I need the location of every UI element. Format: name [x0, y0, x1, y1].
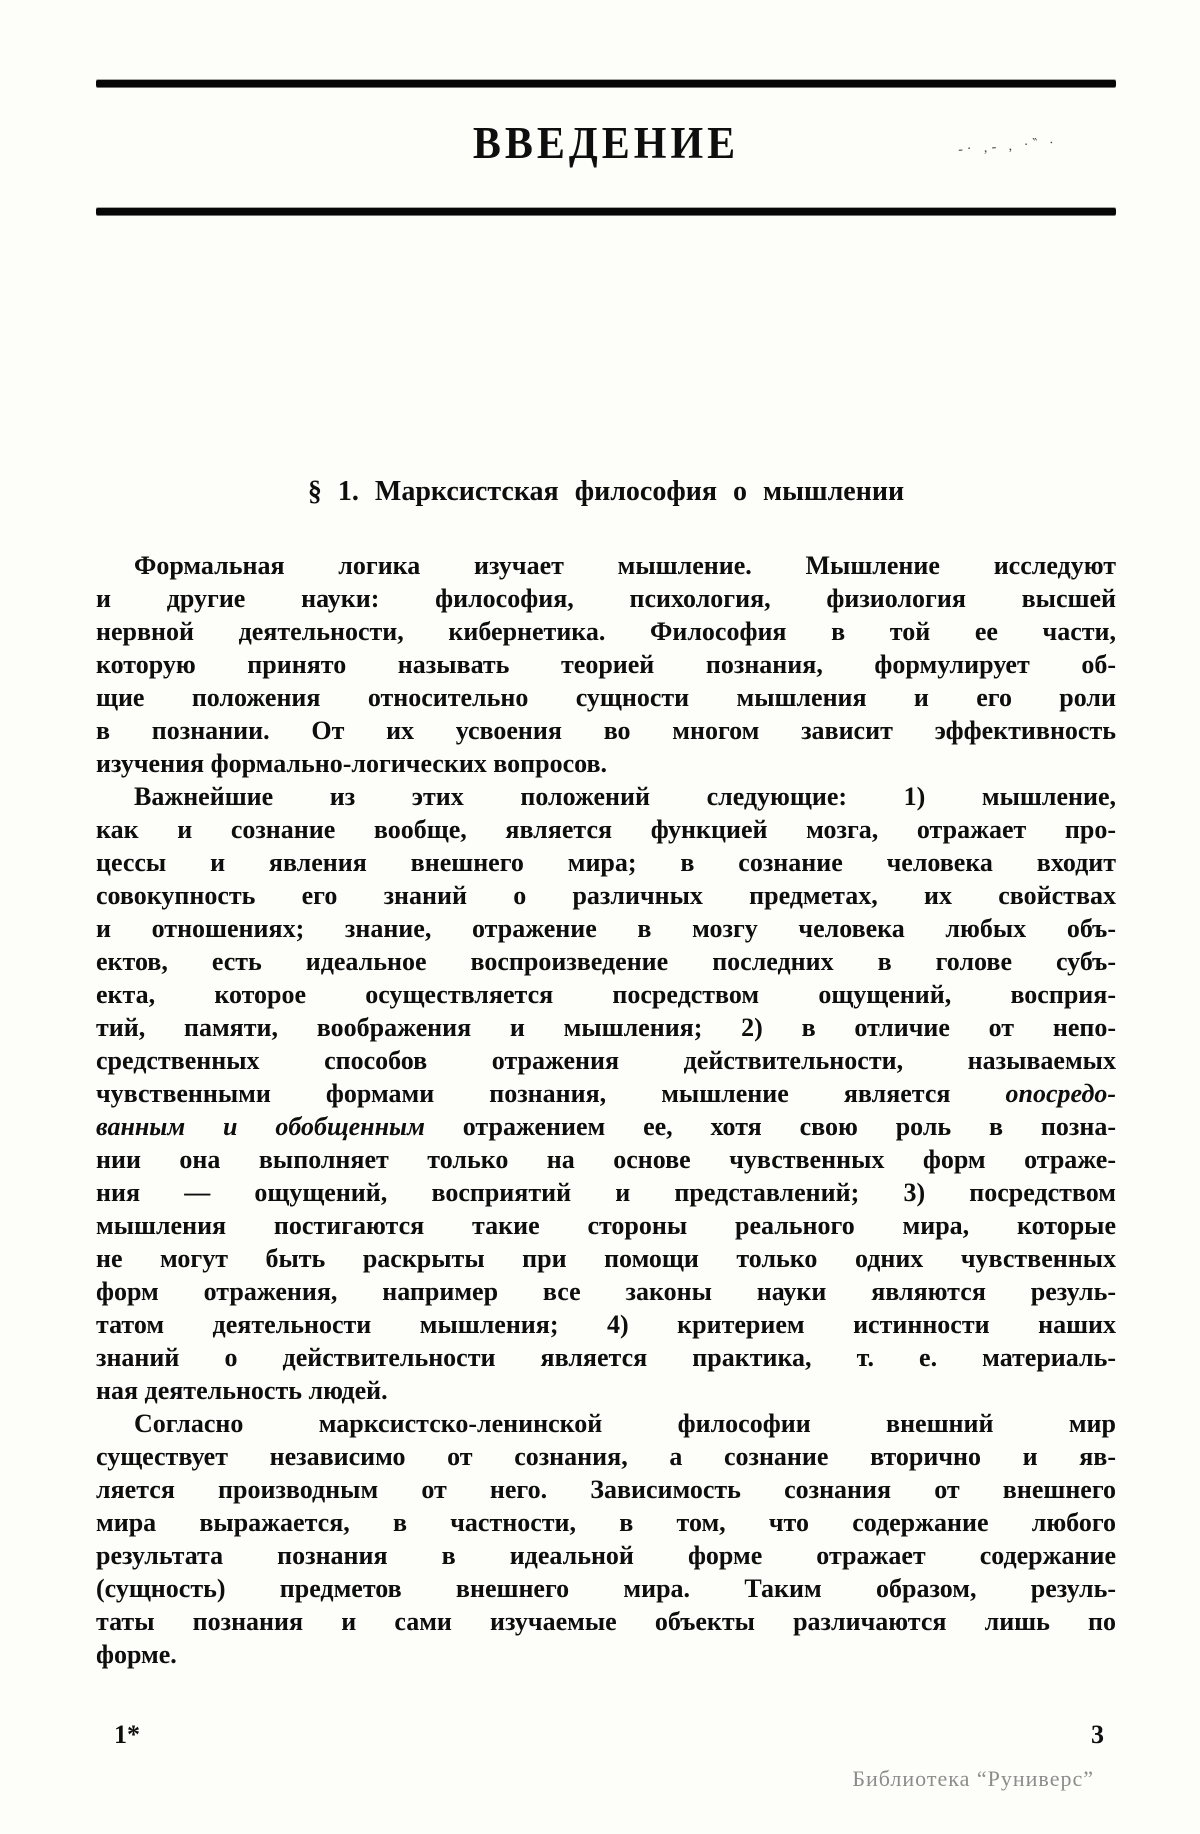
text-line — [96, 615, 1116, 648]
text-segment: татом деятельности мышления; 4) критерием истинности наших — [96, 1310, 1116, 1339]
text-segment: ектов, есть идеальное воспроизведение последних в голове субъ- — [96, 947, 1116, 976]
text-segment: ния — ощущений, восприятий и представлений; 3) посредством — [96, 1178, 1116, 1207]
text-segment: (сущность) предметов внешнего мира. Таким образом, резуль- — [96, 1574, 1116, 1603]
text-segment: нии она выполняет только на основе чувственных форм отраже- — [96, 1145, 1116, 1174]
page-number: 3 — [1091, 1720, 1104, 1749]
text-line — [96, 549, 1116, 582]
text-line — [96, 1209, 1116, 1242]
text-segment: таты познания и сами изучаемые объекты различаются лишь по — [96, 1607, 1116, 1636]
text-segment: мышления постигаются такие стороны реального мира, которые — [96, 1211, 1116, 1240]
text-line — [96, 1506, 1116, 1539]
text-segment: екта, которое осуществляется посредством ощущений, восприя- — [96, 980, 1116, 1009]
text-line — [96, 1638, 1116, 1671]
text-line — [96, 1473, 1116, 1506]
text-line — [96, 1440, 1116, 1473]
text-segment: как и сознание вообще, является функцией мозга, отражает про- — [96, 815, 1116, 844]
text-segment: средственных способов отражения действительности, называемых — [96, 1046, 1116, 1075]
page-footer — [96, 1720, 1116, 1750]
text-line — [96, 1011, 1116, 1044]
paragraph — [96, 1407, 1116, 1671]
text-line — [96, 1143, 1116, 1176]
text-line — [96, 945, 1116, 978]
text-segment: тий, памяти, воображения и мышления; 2) в отличие от непо- — [96, 1013, 1116, 1042]
text-segment: чувственными формами познания, мышление является — [96, 1079, 1006, 1108]
text-line — [96, 912, 1116, 945]
text-line — [96, 1275, 1116, 1308]
text-line — [96, 747, 1116, 780]
text-line — [96, 1044, 1116, 1077]
text-segment: совокупность его знаний о различных предметах, их свойствах — [96, 881, 1116, 910]
text-segment: изучения формально-логических вопросов. — [96, 749, 608, 778]
text-segment: Важнейшие из этих положений следующие: 1) мышление, — [134, 782, 1116, 811]
italic-text-segment: ванным и обобщенным — [96, 1112, 425, 1141]
text-line — [96, 1242, 1116, 1275]
text-segment: результата познания в идеальной форме отражает содержание — [96, 1541, 1116, 1570]
italic-text-segment: опосредо- — [1005, 1079, 1116, 1108]
text-segment: форм отражения, например все законы науки являются резуль- — [96, 1277, 1116, 1306]
text-segment: знаний о действительности является практика, т. е. материаль- — [96, 1343, 1116, 1372]
text-line — [96, 1605, 1116, 1638]
text-segment: нервной деятельности, кибернетика. Философия в той ее части, — [96, 617, 1116, 646]
text-line — [96, 582, 1116, 615]
text-segment: существует независимо от сознания, а сознание вторично и яв- — [96, 1442, 1116, 1471]
text-line — [96, 846, 1116, 879]
text-line — [96, 1539, 1116, 1572]
divider-rule — [96, 208, 1116, 215]
text-line — [96, 1077, 1116, 1110]
text-line — [96, 1341, 1116, 1374]
text-segment: ляется производным от него. Зависимость сознания от внешнего — [96, 1475, 1116, 1504]
text-segment: не могут быть раскрыты при помощи только одних чувственных — [96, 1244, 1116, 1273]
text-segment: и отношениях; знание, отражение в мозгу человека любых объ- — [96, 914, 1116, 943]
paragraph — [96, 780, 1116, 1407]
text-line — [96, 1572, 1116, 1605]
signature-mark: 1* — [114, 1720, 140, 1749]
text-line — [96, 648, 1116, 681]
text-segment: цессы и явления внешнего мира; в сознание человека входит — [96, 848, 1116, 877]
text-segment: мира выражается, в частности, в том, что содержание любого — [96, 1508, 1116, 1537]
text-segment: щие положения относительно сущности мышления и его роли — [96, 683, 1116, 712]
text-line — [96, 1176, 1116, 1209]
page-title: ВВЕДЕНИЕ — [472, 119, 740, 169]
text-segment: Формальная логика изучает мышление. Мышление исследуют — [134, 551, 1116, 580]
text-segment: в познании. От их усвоения во многом зависит эффективность — [96, 716, 1116, 745]
text-line — [96, 813, 1116, 846]
top-rule — [96, 80, 1116, 87]
text-line — [96, 780, 1116, 813]
text-line — [96, 681, 1116, 714]
text-segment: ная деятельность людей. — [96, 1376, 388, 1405]
body-text — [96, 549, 1116, 1671]
section-heading: § 1. Марксистская философия о мышлении — [307, 476, 905, 507]
text-line — [96, 879, 1116, 912]
text-line — [96, 1374, 1116, 1407]
text-segment: Согласно марксистско-ленинской философии внешний мир — [134, 1409, 1116, 1438]
handwritten-pencil-marks: -· ‚- ‚ ·‶ · — [957, 135, 1059, 158]
text-line — [96, 1308, 1116, 1341]
text-line — [96, 1407, 1116, 1440]
text-segment: и другие науки: философия, психология, физиология высшей — [96, 584, 1116, 613]
text-segment: отражением ее, хотя свою роль в позна- — [424, 1112, 1116, 1141]
library-watermark: Библиотека “Руниверс” — [852, 1766, 1094, 1791]
text-segment: форме. — [96, 1640, 177, 1669]
text-line — [96, 1110, 1116, 1143]
text-segment: которую принято называть теорией познания, формулирует об- — [96, 650, 1116, 679]
text-line — [96, 714, 1116, 747]
paragraph — [96, 549, 1116, 780]
text-line — [96, 978, 1116, 1011]
